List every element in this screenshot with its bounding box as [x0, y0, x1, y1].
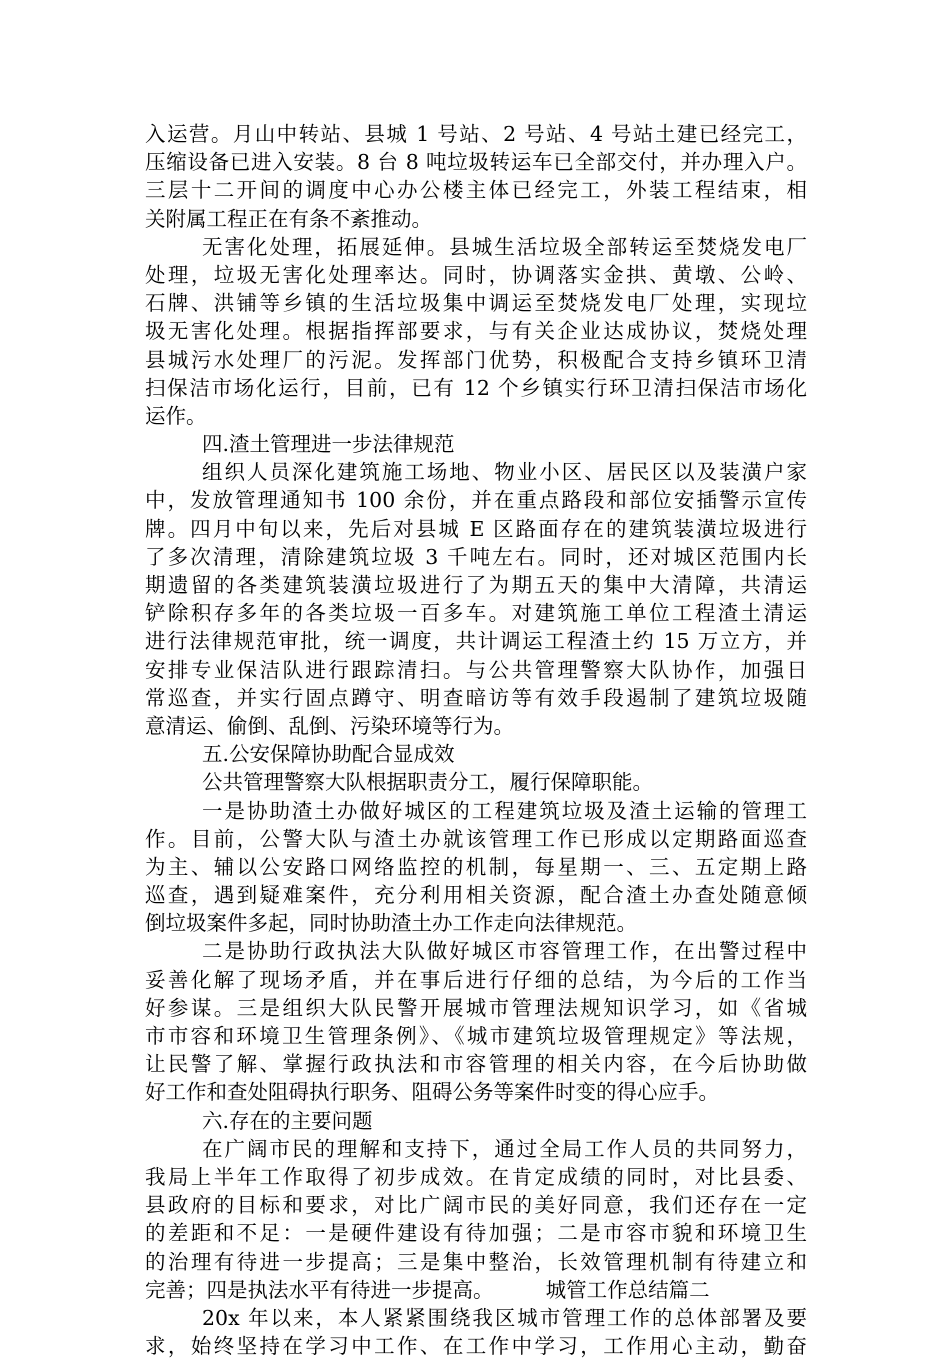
text-line: 意清运、偷倒、乱倒、污染环境等行为。 [145, 713, 514, 738]
text-line: 三层十二开间的调度中心办公楼主体已经完工，外装工程结束，相 [145, 178, 807, 203]
text-line: 石牌、洪铺等乡镇的生活垃圾集中调运至焚烧发电厂处理，实现垃 [145, 291, 807, 316]
text-line: 常巡查，并实行固点蹲守、明查暗访等有效手段遏制了建筑垃圾随 [145, 685, 807, 710]
text-line: 处理，垃圾无害化处理率达。同时，协调落实金拱、黄墩、公岭、 [145, 262, 807, 287]
text-line: 牌。四月中旬以来，先后对县城 E 区路面存在的建筑装潢垃圾进行 [145, 516, 807, 541]
text-line: 的治理有待进一步提高；三是集中整治，长效管理机制有待建立和 [145, 1249, 807, 1274]
text-line: 关附属工程正在有条不紊推动。 [145, 206, 432, 231]
text-line: 期遗留的各类建筑装潢垃圾进行了为期五天的集中大清障，共清运 [145, 573, 807, 597]
text-line: 倒垃圾案件多起，同时协助渣土办工作走向法律规范。 [145, 911, 637, 936]
text-line: 巡查，遇到疑难案件，充分利用相关资源，配合渣土办查处随意倾 [145, 883, 807, 908]
text-line: 求，始终坚持在学习中工作、在工作中学习，工作用心主动，勤奋 [145, 1334, 807, 1359]
paragraph-first-line: 在广阔市民的理解和支持下，通过全局工作人员的共同努力， [202, 1136, 807, 1161]
text-line: 我局上半年工作取得了初步成效。在肯定成绩的同时，对比县委、 [145, 1164, 807, 1189]
text-line: 压缩设备已进入安装。8 台 8 吨垃圾转运车已全部交付，并办理入户。 [145, 150, 807, 175]
paragraph-first-line: 公共管理警察大队根据职责分工，履行保障职能。 [202, 770, 653, 795]
text-line: 进行法律规范审批，统一调度，共计调运工程渣土约 15 万立方，并 [145, 629, 807, 654]
paragraph-first-line: 一是协助渣土办做好城区的工程建筑垃圾及渣土运输的管理工 [202, 798, 807, 823]
text-line: 运作。 [145, 403, 207, 428]
text-line: 扫保洁市场化运行，目前，已有 12 个乡镇实行环卫清扫保洁市场化 [145, 375, 807, 400]
text-line: 了多次清理，清除建筑垃圾 3 千吨左右。同时，还对城区范围内长 [145, 544, 807, 569]
text-line: 的差距和不足：一是硬件建设有待加强；二是市容市貌和环境卫生 [145, 1221, 807, 1246]
text-line: 县政府的目标和要求，对比广阔市民的美好同意，我们还存在一定 [145, 1193, 807, 1218]
text-line: 铲除积存多年的各类垃圾一百多车。对建筑施工单位工程渣土清运 [145, 601, 807, 626]
text-line: 作。目前，公警大队与渣土办就该管理工作已形成以定期路面巡查 [145, 826, 807, 851]
text-line: 县城污水处理厂的污泥。发挥部门优势，积极配合支持乡镇环卫清 [145, 347, 807, 372]
text-line: 入运营。月山中转站、县城 1 号站、2 号站、4 号站土建已经完工， [145, 122, 807, 146]
text-line: 妥善化解了现场矛盾，并在事后进行仔细的总结，为今后的工作当 [145, 967, 807, 992]
text-line: 好工作和查处阻碍执行职务、阻碍公务等案件时变的得心应手。 [145, 1080, 719, 1105]
section-heading: 五.公安保障协助配合显成效 [202, 742, 455, 767]
text-line: 好参谋。三是组织大队民警开展城市管理法规知识学习，如《省城 [145, 995, 807, 1020]
document-body [145, 120, 807, 1360]
text-line: 为主、辅以公安路口网络监控的机制，每星期一、三、五定期上路 [145, 854, 807, 879]
paragraph-first-line: 二是协助行政执法大队做好城区市容管理工作，在出警过程中 [202, 939, 807, 964]
text-line: 中，发放管理通知书 100 余份，并在重点路段和部位安插警示宣传 [145, 488, 807, 513]
text-line: 让民警了解、掌握行政执法和市容管理的相关内容，在今后协助做 [145, 1052, 807, 1077]
text-line: 完善；四是执法水平有待进一步提高。 城管工作总结篇二 [145, 1277, 710, 1302]
text-line: 安排专业保洁队进行跟踪清扫。与公共管理警察大队协作，加强日 [145, 657, 807, 682]
section-heading: 六.存在的主要问题 [202, 1108, 373, 1133]
paragraph-first-line: 20x 年以来，本人紧紧围绕我区城市管理工作的总体部署及要 [202, 1305, 807, 1330]
paragraph-first-line: 无害化处理，拓展延伸。县城生活垃圾全部转运至焚烧发电厂 [202, 234, 807, 259]
section-heading: 四.渣土管理进一步法律规范 [202, 432, 455, 457]
text-line: 市市容和环境卫生管理条例》、《城市建筑垃圾管理规定》等法规， [145, 1024, 807, 1048]
paragraph-first-line: 组织人员深化建筑施工场地、物业小区、居民区以及装潢户家 [202, 460, 807, 485]
text-line: 圾无害化处理。根据指挥部要求，与有关企业达成协议，焚烧处理 [145, 319, 807, 344]
